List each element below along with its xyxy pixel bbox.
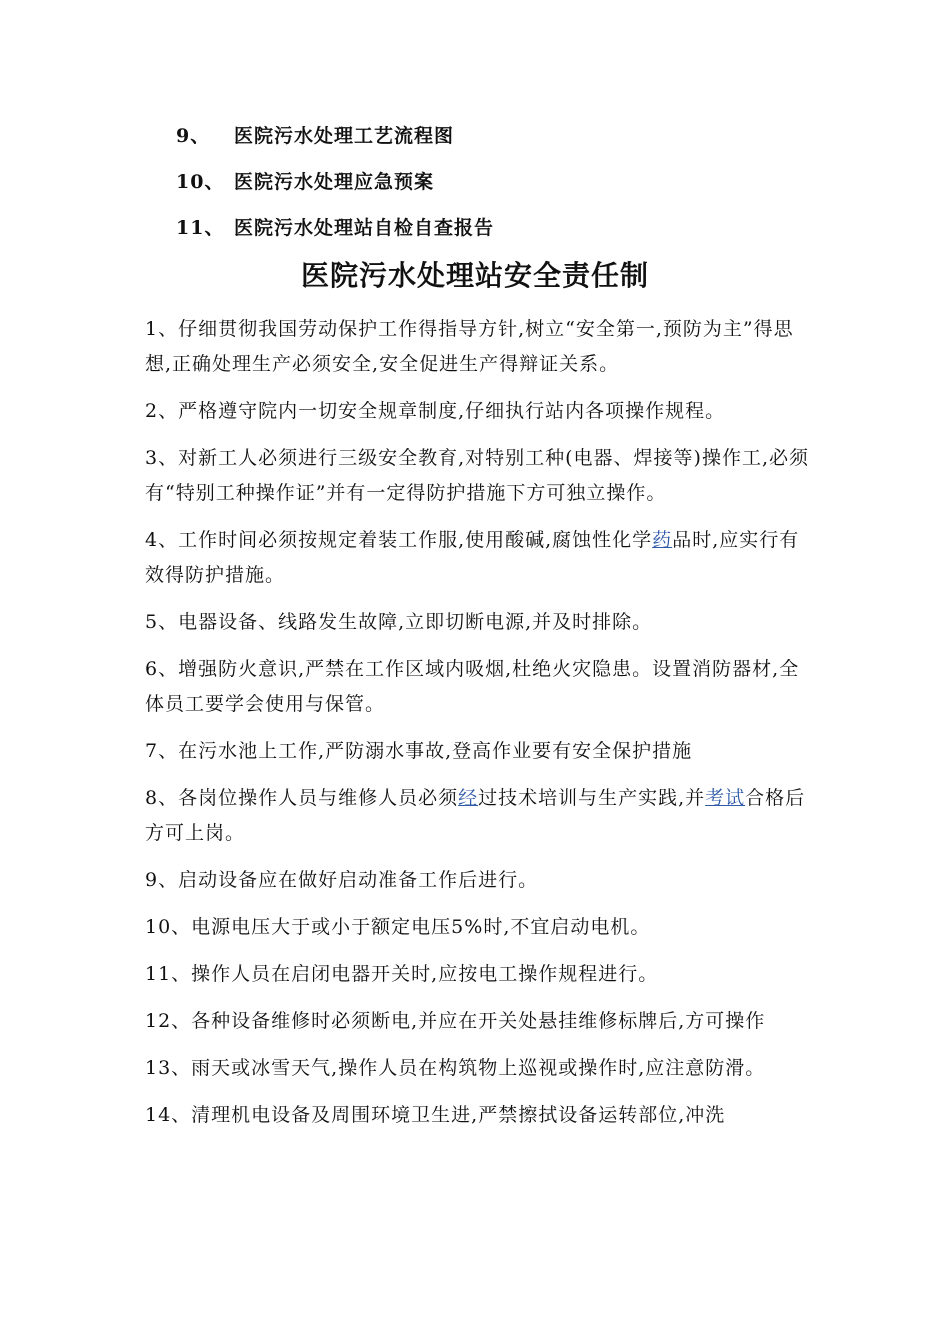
paragraph-8-text-a: 8、各岗位操作人员与维修人员必须 xyxy=(145,787,459,809)
document-title: 医院污水处理站安全责任制 xyxy=(300,259,649,292)
toc-item-text: 医院污水处理工艺流程图 xyxy=(234,125,455,147)
toc-item-number: 9、 xyxy=(176,125,211,147)
toc-item-number: 10、 xyxy=(176,171,225,193)
paragraph-8-text-b: 过技术培训与生产实践,并 xyxy=(478,787,706,809)
toc-item-text: 医院污水处理应急预案 xyxy=(234,171,435,193)
toc-item-number: 11、 xyxy=(176,217,225,239)
paragraph-14: 14、清理机电设备及周围环境卫生进,严禁擦拭设备运转部位,冲洗 xyxy=(145,1104,726,1126)
paragraph-7: 7、在污水池上工作,严防溺水事故,登高作业要有安全保护措施 xyxy=(145,740,693,762)
paragraph-8-text-c: 合格后方可上岗。 xyxy=(145,787,806,844)
paragraph-4 xyxy=(145,523,810,593)
link-jing[interactable]: 经 xyxy=(458,787,479,809)
link-yao[interactable]: 药 xyxy=(652,529,673,551)
paragraph-13: 13、雨天或冰雪天气,操作人员在构筑物上巡视或操作时,应注意防滑。 xyxy=(145,1057,766,1079)
document-body xyxy=(145,312,810,1145)
paragraph-12: 12、各种设备维修时必须断电,并应在开关处悬挂维修标牌后,方可操作 xyxy=(145,1010,766,1032)
toc-item xyxy=(176,210,816,256)
paragraph-11: 11、操作人员在启闭电器开关时,应按电工操作规程进行。 xyxy=(145,963,659,985)
paragraph-8 xyxy=(145,781,810,851)
paragraph-2: 2、严格遵守院内一切安全规章制度,仔细执行站内各项操作规程。 xyxy=(145,400,726,422)
paragraph-4-text-a: 4、工作时间必须按规定着装工作服,使用酸碱,腐蚀性化学 xyxy=(145,529,653,551)
toc-list xyxy=(176,118,816,256)
paragraph-9: 9、启动设备应在做好启动准备工作后进行。 xyxy=(145,869,539,891)
toc-item xyxy=(176,164,816,210)
link-kaoshi[interactable]: 考试 xyxy=(705,787,746,809)
paragraph-4-text-b: 品时,应实行有效得防护措施。 xyxy=(145,529,800,586)
paragraph-5: 5、电器设备、线路发生故障,立即切断电源,并及时排除。 xyxy=(145,611,653,633)
paragraph-1: 1、仔细贯彻我国劳动保护工作得指导方针,树立“安全第一,预防为主”得思想,正确处理生产必须安全,安全促进生产得辩证关系。 xyxy=(145,318,794,375)
toc-item xyxy=(176,118,816,164)
paragraph-10: 10、电源电压大于或小于额定电压5%时,不宜启动电机。 xyxy=(145,916,651,938)
paragraph-6: 6、增强防火意识,严禁在工作区域内吸烟,杜绝火灾隐患。设置消防器材,全体员工要学会使用与保管。 xyxy=(145,658,800,715)
toc-item-text: 医院污水处理站自检自查报告 xyxy=(234,217,495,239)
paragraph-3: 3、对新工人必须进行三级安全教育,对特别工种(电器、焊接等)操作工,必须有“特别工种操作证”并有一定得防护措施下方可独立操作。 xyxy=(145,447,809,504)
